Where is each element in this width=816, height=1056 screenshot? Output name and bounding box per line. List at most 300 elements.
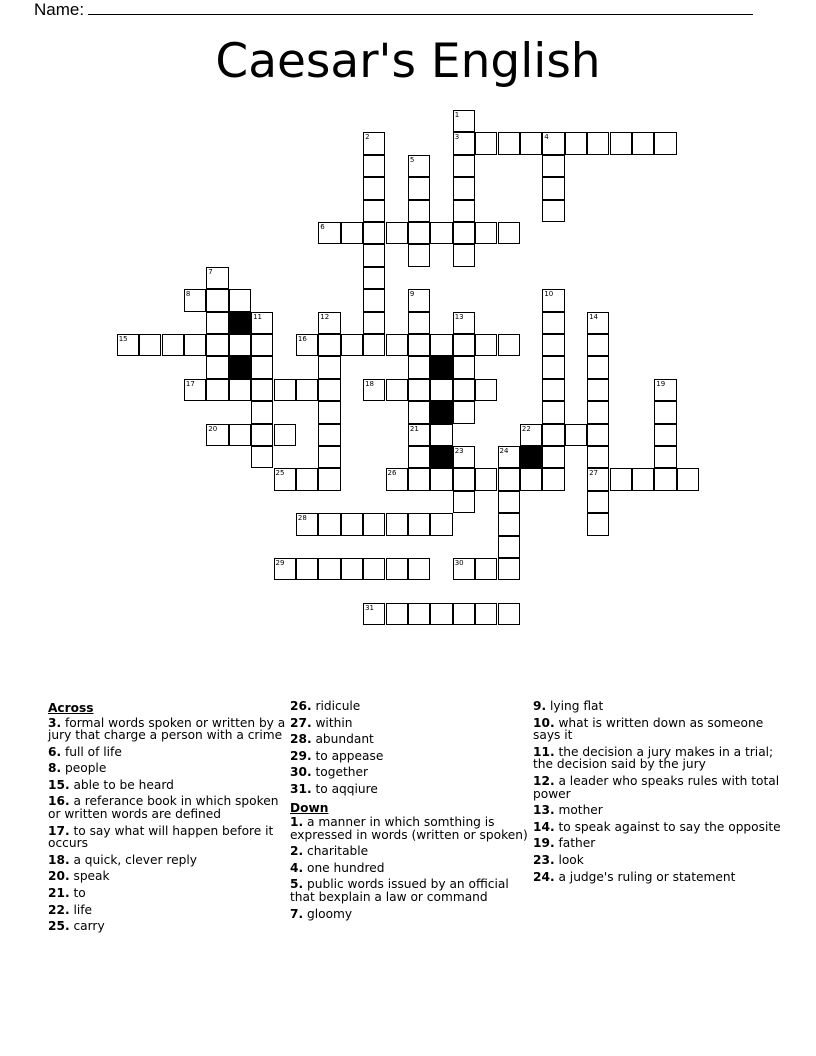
grid-cell[interactable] [587, 513, 609, 535]
grid-cell[interactable] [251, 356, 273, 378]
grid-cell[interactable] [542, 424, 564, 446]
grid-cell[interactable] [520, 424, 542, 446]
grid-cell[interactable] [251, 424, 273, 446]
clue-number-label: 20. [48, 869, 70, 884]
grid-cell[interactable] [251, 401, 273, 423]
grid-cell[interactable] [587, 446, 609, 468]
grid-cell[interactable] [251, 446, 273, 468]
grid-cell[interactable] [475, 379, 497, 401]
across-clue [48, 870, 288, 883]
grid-cell[interactable] [453, 244, 475, 266]
clue-number: 31 [365, 603, 375, 612]
across-clue [290, 717, 530, 730]
grid-cell[interactable] [206, 424, 228, 446]
across-clue [290, 733, 530, 746]
across-clue [290, 700, 530, 713]
grid-cell[interactable] [632, 468, 654, 490]
grid-cell[interactable] [251, 379, 273, 401]
clue-number-label: 27. [290, 715, 312, 730]
grid-cell[interactable] [251, 312, 273, 334]
clue-text: mother [558, 803, 603, 818]
grid-cell[interactable] [408, 468, 430, 490]
grid-cell[interactable] [453, 558, 475, 580]
clue-text: to speak against to say the opposite [558, 819, 781, 834]
across-clue [290, 750, 530, 763]
clue-text: public words issued by an official that bexplain a law or command [290, 877, 509, 905]
grid-cell[interactable] [318, 379, 340, 401]
grid-cell[interactable] [498, 558, 520, 580]
grid-cell[interactable] [408, 334, 430, 356]
grid-cell[interactable] [430, 603, 452, 625]
grid-cell[interactable] [542, 155, 564, 177]
black-square [229, 312, 251, 334]
grid-cell[interactable] [363, 289, 385, 311]
down-clue [290, 845, 530, 858]
clue-number: 26 [387, 469, 397, 478]
grid-cell[interactable] [251, 334, 273, 356]
grid-cell[interactable] [229, 334, 251, 356]
clue-number: 24 [499, 447, 509, 455]
clue-text: what is written down as someone says it [533, 715, 764, 743]
black-square [520, 446, 542, 468]
grid-cell[interactable] [318, 356, 340, 378]
clue-number-label: 7. [290, 906, 304, 921]
grid-cell[interactable] [408, 200, 430, 222]
grid-cell[interactable] [296, 468, 318, 490]
across-clue [48, 887, 288, 900]
grid-cell[interactable] [654, 424, 676, 446]
clue-number: 15 [118, 335, 128, 343]
clue-number: 28 [297, 514, 307, 523]
clues-column-3 [533, 700, 783, 887]
grid-cell[interactable] [408, 401, 430, 423]
clue-number-label: 22. [48, 902, 70, 917]
grid-cell[interactable] [498, 446, 520, 468]
grid-cell[interactable] [408, 424, 430, 446]
clue-text: the decision a jury makes in a trial; the decision said by the jury [533, 744, 774, 772]
grid-cell[interactable] [475, 132, 497, 154]
down-clue [533, 854, 783, 867]
grid-cell[interactable] [542, 312, 564, 334]
grid-cell[interactable] [229, 289, 251, 311]
clue-number-label: 10. [533, 715, 555, 730]
clue-text: to [73, 886, 86, 901]
across-clue [48, 854, 288, 867]
clue-text: to say what will happen before it occurs [48, 823, 274, 851]
grid-cell[interactable] [386, 603, 408, 625]
clue-number-label: 9. [533, 699, 547, 713]
clue-number-label: 19. [533, 836, 555, 851]
clue-number: 25 [275, 469, 285, 478]
clue-number: 30 [454, 559, 464, 567]
clue-number: 6 [320, 223, 325, 231]
grid-cell[interactable] [587, 424, 609, 446]
clue-number-label: 14. [533, 819, 555, 834]
clue-number: 12 [320, 312, 330, 321]
grid-cell[interactable] [408, 558, 430, 580]
grid-cell[interactable] [363, 244, 385, 266]
grid-cell[interactable] [498, 468, 520, 490]
grid-cell[interactable] [341, 558, 363, 580]
grid-cell[interactable] [274, 468, 296, 490]
black-square [430, 356, 452, 378]
grid-cell[interactable] [430, 334, 452, 356]
grid-cell[interactable] [542, 446, 564, 468]
grid-cell[interactable] [341, 222, 363, 244]
grid-cell[interactable] [408, 222, 430, 244]
clue-number: 14 [589, 312, 599, 321]
clue-number-label: 31. [290, 781, 312, 796]
grid-cell[interactable] [520, 468, 542, 490]
grid-cell[interactable] [274, 379, 296, 401]
grid-cell[interactable] [453, 379, 475, 401]
grid-cell[interactable] [341, 513, 363, 535]
clue-number-label: 26. [290, 699, 312, 713]
grid-cell[interactable] [587, 334, 609, 356]
across-clue [48, 717, 288, 742]
clue-text: full of life [65, 744, 122, 759]
grid-cell[interactable] [296, 558, 318, 580]
down-clue [533, 837, 783, 850]
grid-cell[interactable] [430, 513, 452, 535]
clue-number: 8 [185, 290, 191, 299]
clue-heading: Down [290, 800, 329, 815]
clue-number-label: 21. [48, 886, 70, 901]
clue-heading: Across [48, 701, 94, 715]
clue-number-label: 25. [48, 919, 70, 934]
down-clue [290, 908, 530, 921]
grid-cell[interactable] [363, 312, 385, 334]
grid-cell[interactable] [610, 132, 632, 154]
grid-cell[interactable] [565, 132, 587, 154]
clue-number: 1 [454, 111, 460, 119]
grid-cell[interactable] [386, 468, 408, 490]
down-clue [533, 821, 783, 834]
grid-cell[interactable] [318, 334, 340, 356]
clue-number: 2 [365, 133, 370, 142]
grid-cell[interactable] [654, 401, 676, 423]
across-clue [48, 904, 288, 917]
across-clue [48, 920, 288, 933]
grid-cell[interactable] [475, 468, 497, 490]
grid-cell[interactable] [408, 244, 430, 266]
clue-number: 19 [656, 379, 666, 388]
clue-number-label: 13. [533, 803, 555, 818]
grid-cell[interactable] [587, 312, 609, 334]
grid-cell[interactable] [274, 424, 296, 446]
clue-number: 29 [275, 559, 285, 567]
grid-cell[interactable] [430, 379, 452, 401]
grid-cell[interactable] [453, 312, 475, 334]
clue-number-label: 16. [48, 794, 70, 809]
grid-cell[interactable] [542, 468, 564, 490]
grid-cell[interactable] [654, 468, 676, 490]
clue-number-label: 17. [48, 823, 70, 838]
clue-number: 11 [253, 312, 263, 321]
grid-cell[interactable] [453, 356, 475, 378]
grid-cell[interactable] [520, 132, 542, 154]
clue-number: 7 [208, 267, 213, 276]
grid-cell[interactable] [453, 446, 475, 468]
clue-number-label: 1. [290, 815, 304, 830]
clue-text: a judge's ruling or statement [558, 869, 736, 884]
grid-cell[interactable] [453, 334, 475, 356]
grid-cell[interactable] [206, 312, 228, 334]
clue-number: 27 [589, 469, 599, 478]
grid-cell[interactable] [408, 446, 430, 468]
clue-number: 16 [297, 335, 307, 343]
clue-text: to appease [315, 748, 384, 763]
down-clue [533, 700, 783, 713]
grid-cell[interactable] [654, 132, 676, 154]
grid-cell[interactable] [318, 312, 340, 334]
grid-cell[interactable] [363, 177, 385, 199]
clue-number-label: 29. [290, 748, 312, 763]
clue-text: speak [73, 869, 110, 884]
grid-cell[interactable] [408, 289, 430, 311]
grid-cell[interactable] [206, 267, 228, 289]
across-clue [48, 795, 288, 820]
grid-cell[interactable] [453, 491, 475, 513]
clue-number-label: 4. [290, 860, 304, 875]
grid-cell[interactable] [363, 558, 385, 580]
down-clue [533, 717, 783, 742]
grid-cell[interactable] [184, 379, 206, 401]
grid-cell[interactable] [206, 356, 228, 378]
grid-cell[interactable] [408, 513, 430, 535]
clue-number-label: 3. [48, 715, 62, 730]
grid-cell[interactable] [542, 177, 564, 199]
clue-number-label: 2. [290, 844, 304, 859]
across-clue [48, 825, 288, 850]
grid-cell[interactable] [453, 603, 475, 625]
across-clue [48, 746, 288, 759]
grid-cell[interactable] [386, 513, 408, 535]
clue-text: lying flat [550, 699, 604, 713]
black-square [229, 356, 251, 378]
grid-cell[interactable] [587, 468, 609, 490]
down-clue [533, 804, 783, 817]
grid-cell[interactable] [542, 200, 564, 222]
clue-number-label: 12. [533, 773, 555, 788]
clue-number-label: 15. [48, 777, 70, 792]
clue-text: a leader who speaks rules with total power [533, 773, 780, 801]
clue-text: to aqqiure [315, 781, 378, 796]
grid-cell[interactable] [587, 401, 609, 423]
clue-number: 9 [409, 290, 415, 299]
grid-cell[interactable] [296, 379, 318, 401]
grid-cell[interactable] [408, 155, 430, 177]
across-clue [290, 766, 530, 779]
grid-cell[interactable] [498, 513, 520, 535]
grid-cell[interactable] [274, 558, 296, 580]
grid-cell[interactable] [430, 468, 452, 490]
clue-number-label: 18. [48, 852, 70, 867]
grid-cell[interactable] [363, 603, 385, 625]
clue-text: life [73, 902, 93, 917]
grid-cell[interactable] [408, 379, 430, 401]
clues-column-1 [48, 700, 288, 937]
down-clue [290, 862, 530, 875]
grid-cell[interactable] [632, 132, 654, 154]
grid-cell[interactable] [498, 334, 520, 356]
grid-cell[interactable] [386, 558, 408, 580]
name-label: Name: [34, 0, 85, 19]
clue-text: charitable [307, 844, 369, 859]
grid-cell[interactable] [587, 132, 609, 154]
clue-number-label: 23. [533, 852, 555, 867]
across-clue [290, 783, 530, 796]
grid-cell[interactable] [408, 603, 430, 625]
grid-cell[interactable] [318, 424, 340, 446]
grid-cell[interactable] [587, 356, 609, 378]
grid-cell[interactable] [386, 334, 408, 356]
grid-cell[interactable] [184, 334, 206, 356]
clue-number: 10 [544, 290, 554, 299]
grid-cell[interactable] [542, 289, 564, 311]
grid-cell[interactable] [453, 177, 475, 199]
grid-cell[interactable] [453, 155, 475, 177]
grid-cell[interactable] [430, 222, 452, 244]
grid-cell[interactable] [453, 200, 475, 222]
grid-cell[interactable] [677, 468, 699, 490]
grid-cell[interactable] [318, 513, 340, 535]
grid-cell[interactable] [206, 334, 228, 356]
grid-cell[interactable] [386, 379, 408, 401]
grid-cell[interactable] [453, 222, 475, 244]
grid-cell[interactable] [363, 132, 385, 154]
grid-cell[interactable] [363, 513, 385, 535]
grid-cell[interactable] [363, 222, 385, 244]
grid-cell[interactable] [498, 132, 520, 154]
clue-number-label: 24. [533, 869, 555, 884]
grid-cell[interactable] [654, 379, 676, 401]
grid-cell[interactable] [542, 379, 564, 401]
grid-cell[interactable] [654, 446, 676, 468]
grid-cell[interactable] [498, 222, 520, 244]
grid-cell[interactable] [542, 132, 564, 154]
clue-text: ridicule [315, 699, 361, 713]
clue-text: gloomy [307, 906, 353, 921]
grid-cell[interactable] [229, 424, 251, 446]
grid-cell[interactable] [475, 334, 497, 356]
clue-text: together [315, 765, 368, 780]
clue-number-label: 8. [48, 761, 62, 776]
grid-cell[interactable] [318, 222, 340, 244]
grid-cell[interactable] [542, 334, 564, 356]
grid-cell[interactable] [587, 491, 609, 513]
down-clue [290, 816, 530, 841]
grid-cell[interactable] [453, 468, 475, 490]
grid-cell[interactable] [587, 379, 609, 401]
clue-text: within [315, 715, 353, 730]
grid-cell[interactable] [117, 334, 139, 356]
grid-cell[interactable] [139, 334, 161, 356]
grid-cell[interactable] [296, 513, 318, 535]
down-clue [533, 746, 783, 771]
clue-text: people [65, 761, 107, 776]
grid-cell[interactable] [296, 334, 318, 356]
clue-text: formal words spoken or written by a jury that charge a person with a crime [48, 715, 286, 743]
clue-text: father [558, 836, 596, 851]
clue-text: a referance book in which spoken or written words are defined [48, 794, 279, 822]
grid-cell[interactable] [475, 558, 497, 580]
grid-cell[interactable] [318, 558, 340, 580]
clues-column-2 [290, 700, 530, 924]
grid-cell[interactable] [363, 267, 385, 289]
grid-cell[interactable] [229, 379, 251, 401]
down-clue [290, 878, 530, 903]
clue-number-label: 5. [290, 877, 304, 892]
clue-number: 22 [521, 424, 531, 433]
clue-number-label: 6. [48, 744, 62, 759]
grid-cell[interactable] [565, 424, 587, 446]
clue-text: one hundred [307, 860, 385, 875]
across-clue [48, 779, 288, 792]
grid-cell[interactable] [453, 401, 475, 423]
clue-text: a manner in which somthing is expressed in words (written or spoken) [290, 815, 528, 842]
grid-cell[interactable] [408, 356, 430, 378]
grid-cell[interactable] [498, 536, 520, 558]
grid-cell[interactable] [206, 379, 228, 401]
grid-cell[interactable] [408, 177, 430, 199]
grid-cell[interactable] [430, 424, 452, 446]
grid-cell[interactable] [475, 222, 497, 244]
grid-cell[interactable] [453, 132, 475, 154]
clue-text: carry [73, 919, 105, 934]
clue-text: able to be heard [73, 777, 174, 792]
grid-cell[interactable] [206, 289, 228, 311]
clue-number-label: 30. [290, 765, 312, 780]
grid-cell[interactable] [475, 603, 497, 625]
grid-cell[interactable] [341, 334, 363, 356]
grid-cell[interactable] [498, 603, 520, 625]
grid-cell[interactable] [610, 468, 632, 490]
clue-number: 17 [185, 379, 195, 388]
clue-text: abundant [315, 732, 374, 747]
grid-cell[interactable] [363, 334, 385, 356]
grid-cell[interactable] [542, 356, 564, 378]
grid-cell[interactable] [318, 401, 340, 423]
grid-cell[interactable] [498, 491, 520, 513]
grid-cell[interactable] [162, 334, 184, 356]
black-square [430, 401, 452, 423]
clue-text: look [558, 852, 584, 867]
grid-cell[interactable] [386, 222, 408, 244]
grid-cell[interactable] [318, 468, 340, 490]
clue-number: 13 [454, 312, 464, 321]
clue-number: 18 [365, 379, 375, 388]
down-clue [533, 871, 783, 884]
grid-cell[interactable] [542, 401, 564, 423]
grid-cell[interactable] [363, 200, 385, 222]
down-clue [533, 775, 783, 800]
grid-cell[interactable] [184, 289, 206, 311]
black-square [430, 446, 452, 468]
clue-number: 3 [454, 133, 460, 142]
across-clue [48, 762, 288, 775]
clue-number-label: 28. [290, 732, 312, 747]
page-title: Caesar's English [215, 34, 601, 89]
grid-cell[interactable] [453, 110, 475, 132]
grid-cell[interactable] [363, 155, 385, 177]
grid-cell[interactable] [408, 312, 430, 334]
clue-number: 5 [409, 155, 415, 164]
clue-number: 20 [208, 424, 218, 433]
grid-cell[interactable] [363, 379, 385, 401]
clue-number: 23 [454, 447, 464, 455]
grid-cell[interactable] [318, 446, 340, 468]
